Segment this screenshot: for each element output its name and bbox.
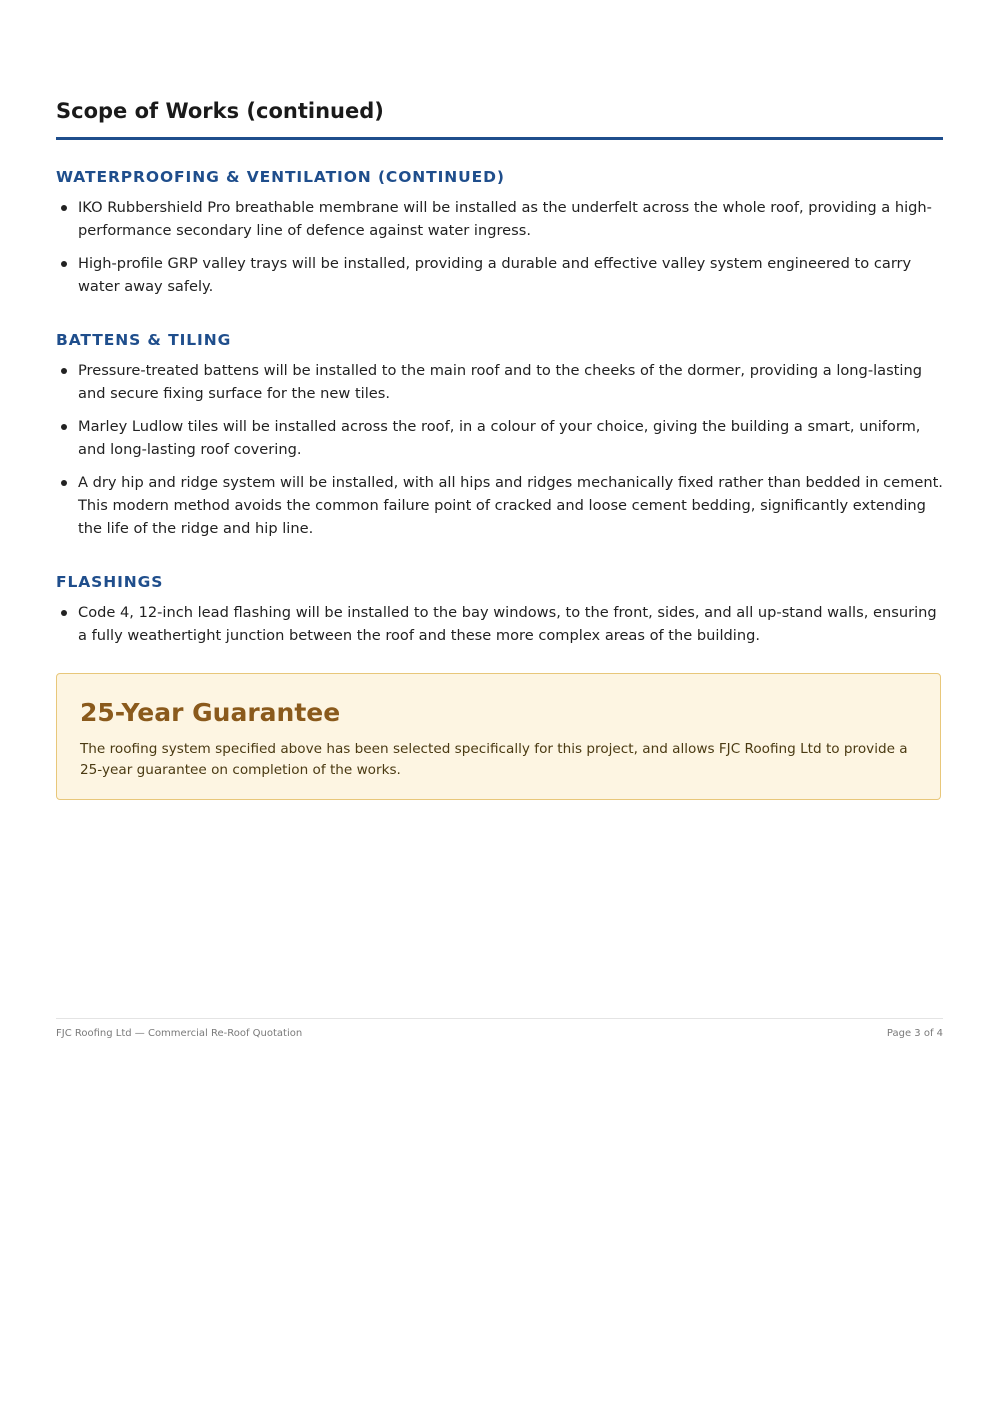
section-heading: FLASHINGS (56, 573, 164, 591)
list-item-text: Code 4, 12-inch lead flashing will be installed to the bay windows, to the front, sides, and all up-stand walls, ensuring a fully weathertight junction between the roof and these more complex areas of the building. (78, 604, 937, 644)
section-heading: BATTENS & TILING (56, 331, 232, 349)
list-item (56, 471, 943, 540)
section-waterproofing (56, 167, 943, 308)
section-flashings (56, 572, 943, 657)
bullet-list (56, 359, 943, 540)
footer-divider (56, 1018, 943, 1019)
bullet-icon (61, 205, 67, 211)
guarantee-callout (56, 673, 941, 800)
bullet-list (56, 196, 943, 298)
list-item (56, 601, 943, 647)
section-heading: WATERPROOFING & VENTILATION (CONTINUED) (56, 168, 505, 186)
section-battens-tiling (56, 330, 943, 550)
page-title: Scope of Works (continued) (56, 99, 384, 123)
bullet-icon (61, 424, 67, 430)
list-item-text: Pressure-treated battens will be installed to the main roof and to the cheeks of the dormer, providing a long-lasting and secure fixing surface for the new tiles. (78, 362, 922, 402)
guarantee-text: The roofing system specified above has been selected specifically for this project, and allows FJC Roofing Ltd to provide a 25-year guarantee on completion of the works. (80, 741, 908, 778)
bullet-icon (61, 368, 67, 374)
list-item-text: Marley Ludlow tiles will be installed across the roof, in a colour of your choice, giving the building a smart, uniform, and long-lasting roof covering. (78, 418, 921, 458)
bullet-list (56, 601, 943, 647)
list-item (56, 415, 943, 461)
list-item (56, 196, 943, 242)
footer-document-name: FJC Roofing Ltd — Commercial Re-Roof Quotation (56, 1028, 303, 1039)
bullet-icon (61, 480, 67, 486)
bullet-icon (61, 610, 67, 616)
footer-page-number: Page 3 of 4 (886, 1028, 943, 1039)
list-item (56, 359, 943, 405)
bullet-icon (61, 261, 67, 267)
list-item-text: IKO Rubbershield Pro breathable membrane will be installed as the underfelt across the whole roof, providing a high-performance secondary line of defence against water ingress. (78, 199, 932, 239)
list-item (56, 252, 943, 298)
title-divider (56, 137, 943, 140)
guarantee-title: 25-Year Guarantee (80, 698, 341, 727)
list-item-text: High-profile GRP valley trays will be installed, providing a durable and effective valley system engineered to carry water away safely. (78, 255, 912, 295)
list-item-text: A dry hip and ridge system will be installed, with all hips and ridges mechanically fixed rather than bedded in cement. This modern method avoids the common failure point of cracked and loose cement bedding, significantly extending the life of the ridge and hip line. (78, 474, 943, 537)
